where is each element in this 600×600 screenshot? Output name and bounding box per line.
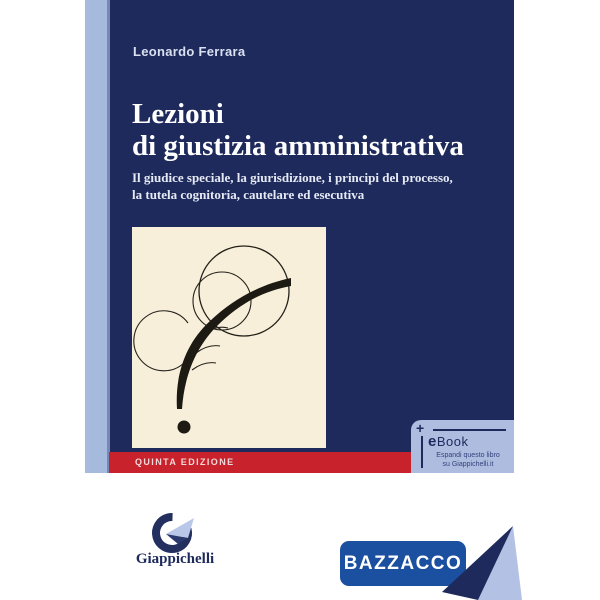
cover-spine-strip bbox=[85, 0, 110, 473]
banner-flag-icon bbox=[428, 518, 528, 600]
ebook-badge bbox=[411, 420, 514, 473]
ebook-note-line2: su Giappichelli.it bbox=[442, 460, 494, 468]
edition-label: QUINTA EDIZIONE bbox=[135, 457, 235, 467]
giappichelli-logo-icon bbox=[150, 508, 198, 556]
book-title-line2: di giustizia amministrativa bbox=[132, 130, 464, 162]
ebook-label-e: e bbox=[428, 433, 437, 450]
plus-icon: + bbox=[416, 420, 425, 436]
ebook-rule-horizontal bbox=[433, 429, 506, 431]
abstract-curves-icon bbox=[132, 227, 326, 448]
ebook-label bbox=[428, 433, 468, 450]
ebook-note bbox=[426, 452, 510, 469]
ebook-label-book: Book bbox=[436, 434, 469, 449]
book-subtitle-line1: Il giudice speciale, la giurisdizione, i principi del processo, bbox=[132, 170, 453, 185]
ebook-rule-vertical bbox=[421, 436, 423, 468]
book-cover bbox=[85, 0, 514, 473]
book-subtitle bbox=[132, 169, 453, 203]
author-name: Leonardo Ferrara bbox=[133, 44, 246, 59]
publisher-name: Giappichelli bbox=[135, 551, 215, 567]
vendor-banner-label: BAZZACCO bbox=[343, 553, 463, 574]
edition-band bbox=[109, 452, 411, 473]
book-title-line1: Lezioni bbox=[132, 98, 224, 130]
book-title bbox=[132, 98, 464, 162]
ebook-note-line1: Espandi questo libro bbox=[436, 452, 500, 459]
kandinsky-line-artwork bbox=[132, 227, 326, 448]
book-subtitle-line2: la tutela cognitoria, cautelare ed esecutiva bbox=[132, 187, 365, 202]
